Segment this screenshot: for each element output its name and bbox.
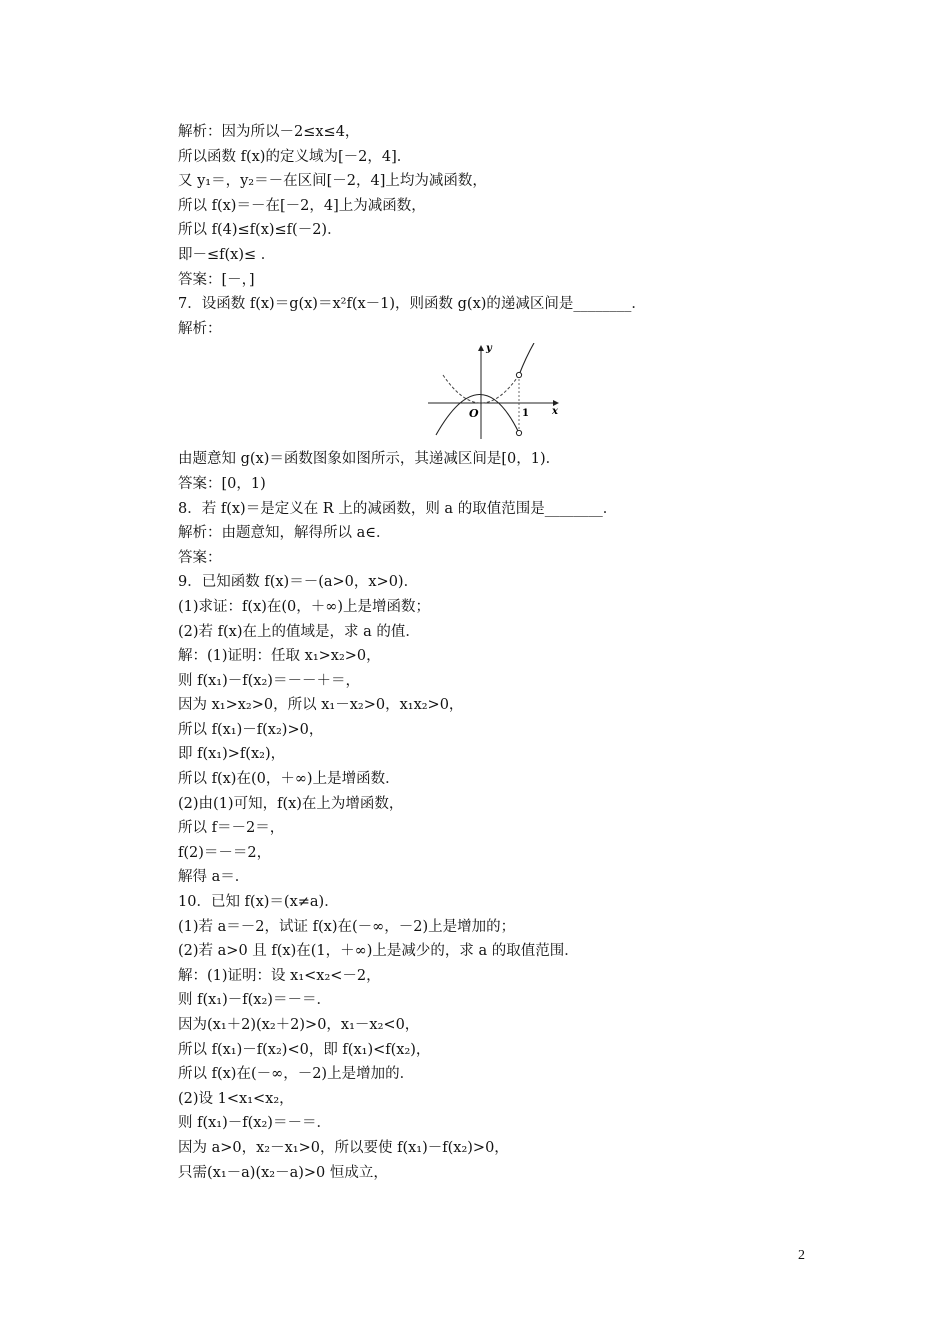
text-line: 则 f(x₁)－f(x₂)＝－＝．: [178, 1115, 331, 1132]
text-line: 因为(x₁＋2)(x₂＋2)>0，x₁－x₂<0，: [178, 1017, 420, 1033]
solution-text-bottom: [178, 447, 798, 1185]
text-line: 则 f(x₁)－f(x₂)＝－＝．: [178, 992, 331, 1009]
text-line: 所以 f(x)在(－∞，－2)上是增加的．: [178, 1066, 415, 1083]
text-line: 则 f(x₁)－f(x₂)＝－－＋＝，: [178, 672, 360, 689]
text-line: 解析：因为所以－2≤x≤4，: [178, 124, 360, 140]
text-line: 所以 f(x)在(0，＋∞)上是增函数．: [178, 771, 400, 788]
text-line: (1)求证：f(x)在(0，＋∞)上是增函数；: [178, 598, 431, 615]
y-axis-label: y: [486, 343, 492, 355]
text-line: f(2)＝－＝2，: [178, 844, 272, 861]
function-graph: [426, 343, 566, 443]
function-graph-figure: [178, 343, 798, 443]
tick-label-1: 1: [522, 408, 529, 420]
origin-label: O: [469, 407, 479, 421]
text-line: 答案：[0，1): [178, 475, 266, 492]
text-line: 解得 a＝．: [178, 869, 250, 886]
text-line: 又 y₁＝，y₂＝－在区间[－2，4]上均为减函数，: [178, 173, 487, 190]
text-line: 8．若 f(x)＝是定义在 R 上的减函数，则 a 的取值范围是________．: [178, 500, 618, 517]
text-line: 所以 f(x)＝－在[－2，4]上为减函数，: [178, 197, 426, 214]
text-line: 解析：由题意知，解得所以 a∈．: [178, 525, 391, 542]
text-line: 即－≤f(x)≤ ．: [178, 246, 276, 263]
text-line: 只需(x₁－a)(x₂－a)>0 恒成立，: [178, 1164, 388, 1181]
x-axis-label: x: [552, 406, 558, 418]
text-line: 解析：: [178, 320, 222, 337]
text-line: 解：(1)证明：设 x₁<x₂<－2，: [178, 967, 381, 984]
text-line: 所以 f＝－2＝，: [178, 820, 285, 837]
text-line: (2)若 a>0 且 f(x)在(1，＋∞)上是减少的，求 a 的取值范围．: [178, 943, 579, 960]
positive-branch-curve: [519, 343, 534, 375]
text-line: 所以 f(4)≤f(x)≤f(－2)．: [178, 222, 342, 239]
text-line: 9．已知函数 f(x)＝－(a>0，x>0)．: [178, 574, 419, 591]
open-point-lower: [516, 431, 521, 436]
text-line: 10．已知 f(x)＝(x≠a)．: [178, 894, 339, 911]
page-number: 2: [798, 1248, 805, 1263]
text-line: (2)设 1<x₁<x₂，: [178, 1090, 294, 1107]
text-line: 所以函数 f(x)的定义域为[－2，4]．: [178, 148, 412, 165]
text-line: 即 f(x₁)>f(x₂)，: [178, 746, 286, 763]
text-line: 答案：[－，]: [178, 271, 255, 288]
open-point-upper: [516, 373, 521, 378]
text-line: 解：(1)证明：任取 x₁>x₂>0，: [178, 648, 381, 665]
text-line: 7．设函数 f(x)＝g(x)＝x²f(x－1)，则函数 g(x)的递减区间是________．: [178, 296, 646, 313]
text-line: 所以 f(x₁)－f(x₂)>0，: [178, 721, 324, 738]
text-line: 因为 a>0，x₂－x₁>0，所以要使 f(x₁)－f(x₂)>0，: [178, 1139, 509, 1156]
text-line: (2)由(1)可知，f(x)在上为增函数，: [178, 795, 404, 812]
text-line: (2)若 f(x)在上的值域是，求 a 的值．: [178, 623, 420, 640]
text-line: 因为 x₁>x₂>0，所以 x₁－x₂>0，x₁x₂>0，: [178, 697, 464, 714]
text-line: (1)若 a＝－2，试证 f(x)在(－∞，－2)上是增加的；: [178, 918, 516, 935]
text-line: 由题意知 g(x)＝函数图象如图所示，其递减区间是[0，1)．: [178, 451, 561, 468]
solution-text-top: [178, 120, 798, 341]
text-line: 所以 f(x₁)－f(x₂)<0，即 f(x₁)<f(x₂)，: [178, 1041, 431, 1058]
page-content: [178, 120, 798, 1185]
text-line: 答案：: [178, 549, 222, 566]
